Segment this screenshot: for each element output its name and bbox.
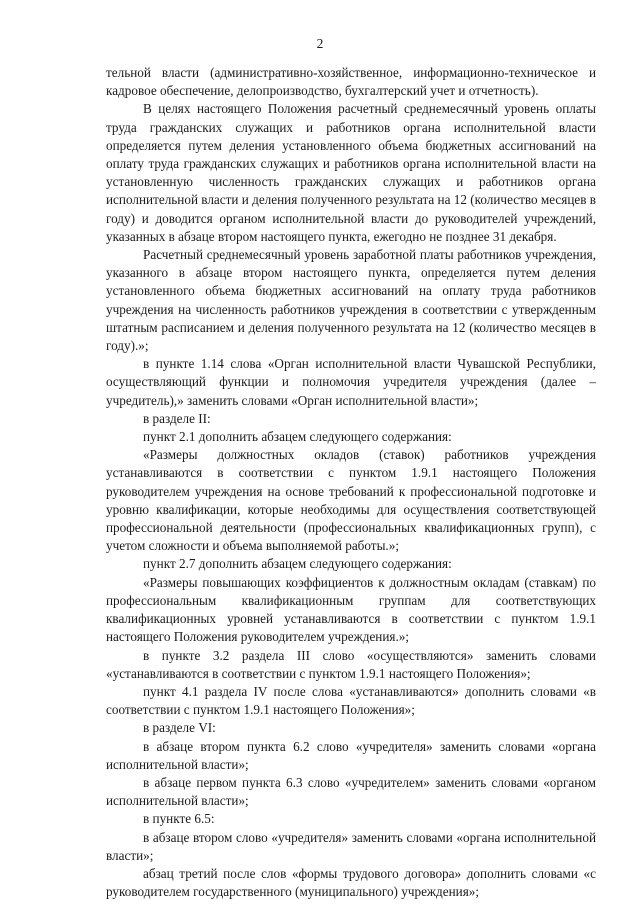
paragraph: в разделе II: [143,410,211,426]
paragraph: пункт 2.1 дополнить абзацем следующего содержания: [143,429,452,445]
paragraph: в абзаце втором пункта 6.2 слово «учредителя» заменить словами «органа исполнительной власти»; [106,738,596,772]
paragraph: в абзаце первом пункта 6.3 слово «учредителем» заменить словами «органом исполнительной власти»; [106,774,596,809]
paragraph: в абзаце втором слово «учредителя» заменить словами «органа исполнительной власти»; [106,829,596,863]
paragraph: пункт 4.1 раздела IV после слова «устанавливаются» дополнить словами «в соответствии с пунктом 1.9.1 настоящего Положения»; [106,683,596,718]
paragraph: В целях настоящего Положения расчетный среднемесячный уровень оплаты труда гражданских служащих и работников органа исполнительной власти определяется путем деления установленного объема бюджетных ассигнований на оплату труда гражданских служащих и работников органа исполнительной власти на установленную численность гражданских служащих и работников органа исполнительной власти и деления полученного результата на 12 (количество месяцев в году) и доводится органом исполнительной власти до руководителей учреждений, указанных в абзаце втором настоящего пункта, ежегодно не позднее 31 декабря. [106,101,597,244]
paragraph: Расчетный среднемесячный уровень заработной платы работников учреждения, указанного в абзаце втором настоящего пункта, определяется путем деления установленного объема бюджетных ассигнований на оплату труда работников учреждения на численность работников учреждения в соответствии с утвержденным штатным расписанием и деления полученного результата на 12 (количество месяцев в году).»; [106,247,596,354]
paragraph: «Размеры повышающих коэффициентов к должностным окладам (ставкам) по профессиональным квалификационным группам для соответствующих квалификационных уровней устанавливаются в соответствии с пунктом 1.9.1 настоящего Положения руководителем учреждения.»; [106,574,596,645]
paragraph: тельной власти (административно-хозяйственное, информационно-техническое и кадровое обеспечение, делопроизводство, бухгалтерский учет и отчетность). [106,65,596,99]
document-body [106,64,596,901]
page-number: 2 [316,36,324,51]
paragraph: пункт 2.7 дополнить абзацем следующего содержания: [143,556,452,572]
paragraph: «Размеры должностных окладов (ставок) работников учреждения устанавливаются в соответствии с пунктом 1.9.1 настоящего Положения руководителем учреждения на основе требований к профессиональной подготовке и уровню квалификации, которые необходимы для осуществления соответствующей профессиональной деятельности (профессиональных квалификационных групп), с учетом сложности и объема выполняемой работы.»; [106,447,596,554]
paragraph: в разделе VI: [143,720,216,736]
paragraph: абзац третий после слов «формы трудового договора» дополнить словами «с руководителем государственного (муниципального) учреждения»; [106,865,596,900]
paragraph: в пункте 3.2 раздела III слово «осуществляются» заменить словами «устанавливаются в соответствии с пунктом 1.9.1 настоящего Положения»; [106,647,596,681]
paragraph: в пункте 6.5: [143,811,215,827]
paragraph: в пункте 1.14 слова «Орган исполнительной власти Чувашской Республики, осуществляющий функции и полномочия учредителя учреждения (далее – учредитель),» заменить словами «Орган исполнительной власти»; [106,356,596,408]
